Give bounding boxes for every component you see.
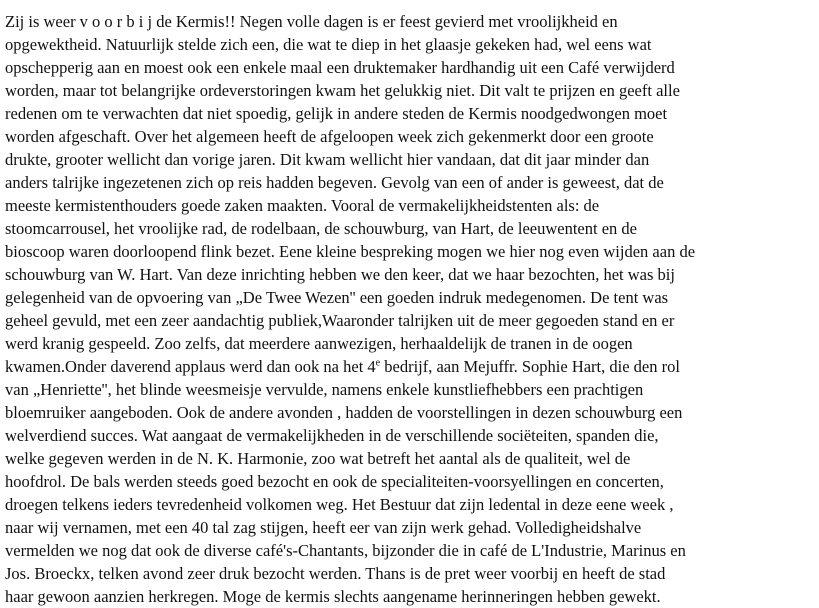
text-line: naar wij vernamen, met een 40 tal zag stijgen, heeft eer van zijn werk gehad. Volledigheidshalve bbox=[5, 518, 642, 537]
text-line: redenen om te verwachten dat niet spoedig, gelijk in andere steden de Kermis noodgedwongen moet bbox=[5, 104, 668, 123]
text-segment: bedrijf, aan Mejuffr. Sophie Hart, die den rol bbox=[380, 357, 680, 376]
text-line: bloemruiker aangeboden. Ook de andere avonden , hadden de voorstellingen in dezen schouwburg een bbox=[5, 403, 683, 422]
text-line: schouwburg van W. Hart. Van deze inrichting hebben we den keer, dat we haar bezochten, het was bij bbox=[5, 265, 675, 284]
ordinal-superscript: e bbox=[375, 357, 381, 369]
text-segment: kwamen.Onder daverend applaus werd dan ook na het 4 bbox=[5, 357, 376, 376]
text-line: gelegenheid van de opvoering van „De Twee Wezen'' een goeden indruk medegenomen. De tent was bbox=[5, 288, 669, 307]
text-line: opgewektheid. Natuurlijk stelde zich een, die wat te diep in het glaasje gekeken had, wel eens wat bbox=[5, 35, 652, 54]
text-line: drukte, grooter wellicht dan vorige jaren. Dit kwam wellicht hier vandaan, dat dit jaar minder dan bbox=[5, 150, 650, 169]
text-line: stoomcarrousel, het vroolijke rad, de rodelbaan, de schouwburg, van Hart, de leeuwentent en de bbox=[5, 219, 637, 238]
text-line: van „Henriette'', het blinde weesmeisje vervulde, namens enkele kunstliefhebbers een prachtigen bbox=[5, 380, 644, 399]
text-line: werd kranig gespeeld. Zoo zelfs, dat meerdere aanwezigen, herhaaldelijk de tranen in de oogen bbox=[5, 334, 633, 353]
text-line: meeste kermistenthouders goede zaken maakten. Vooral de vermakelijkheidstenten als: de bbox=[5, 196, 600, 215]
text-line: hoofdrol. De bals werden steeds goed bezocht en ook de specialiteiten-voorsyellingen en concerten, bbox=[5, 472, 664, 491]
text-line: worden, maar tot belangrijke ordeverstoringen kwam het gelukkig niet. Dit valt te prijzen en geeft alle bbox=[5, 81, 680, 100]
text-line: geheel gevuld, met een zeer aandachtig publiek,Waaronder talrijken uit de meer gegoeden stand en er bbox=[5, 311, 675, 330]
text-line: opschepperig aan en moest ook een enkele maal een druktemaker hardhandig uit een Café verwijderd bbox=[5, 58, 675, 77]
text-line: Zij is weer v o o r b i j de Kermis!! Negen volle dagen is er feest gevierd met vroolijkheid en bbox=[5, 12, 618, 31]
text-line: vermelden we nog dat ook de diverse café's-Chantants, bijzonder die in café de L'Industrie, Marinus en bbox=[5, 541, 686, 560]
text-line: welverdiend succes. Wat aangaat de vermakelijkheden in de verschillende sociëteiten, spanden die, bbox=[5, 426, 659, 445]
text-line: droegen telkens ieders tevredenheid volkomen weg. Het Bestuur dat zijn ledental in deze eene week , bbox=[5, 495, 674, 514]
document-text bbox=[5, 10, 817, 608]
text-line: bioscoop waren doorloopend flink bezet. Eene kleine bespreking mogen we hier nog even wijden aan de bbox=[5, 242, 696, 261]
text-line: worden afgeschaft. Over het algemeen heeft de afgeloopen week zich gekenmerkt door een groote bbox=[5, 127, 654, 146]
text-line: haar gewoon aanzien herkregen. Moge de kermis slechts aangename herinneringen hebben gewekt. bbox=[5, 587, 661, 606]
text-line: welke gegeven werden in de N. K. Harmonie, zoo wat betreft het aantal als de qualiteit, wel de bbox=[5, 449, 631, 468]
text-line: Jos. Broeckx, telken avond zeer druk bezocht werden. Thans is de pret weer voorbij en heeft de stad bbox=[5, 564, 666, 583]
text-line-with-superscript bbox=[5, 355, 817, 378]
text-line: anders talrijke ingezetenen zich op reis hadden begeven. Gevolg van een of ander is geweest, dat de bbox=[5, 173, 664, 192]
